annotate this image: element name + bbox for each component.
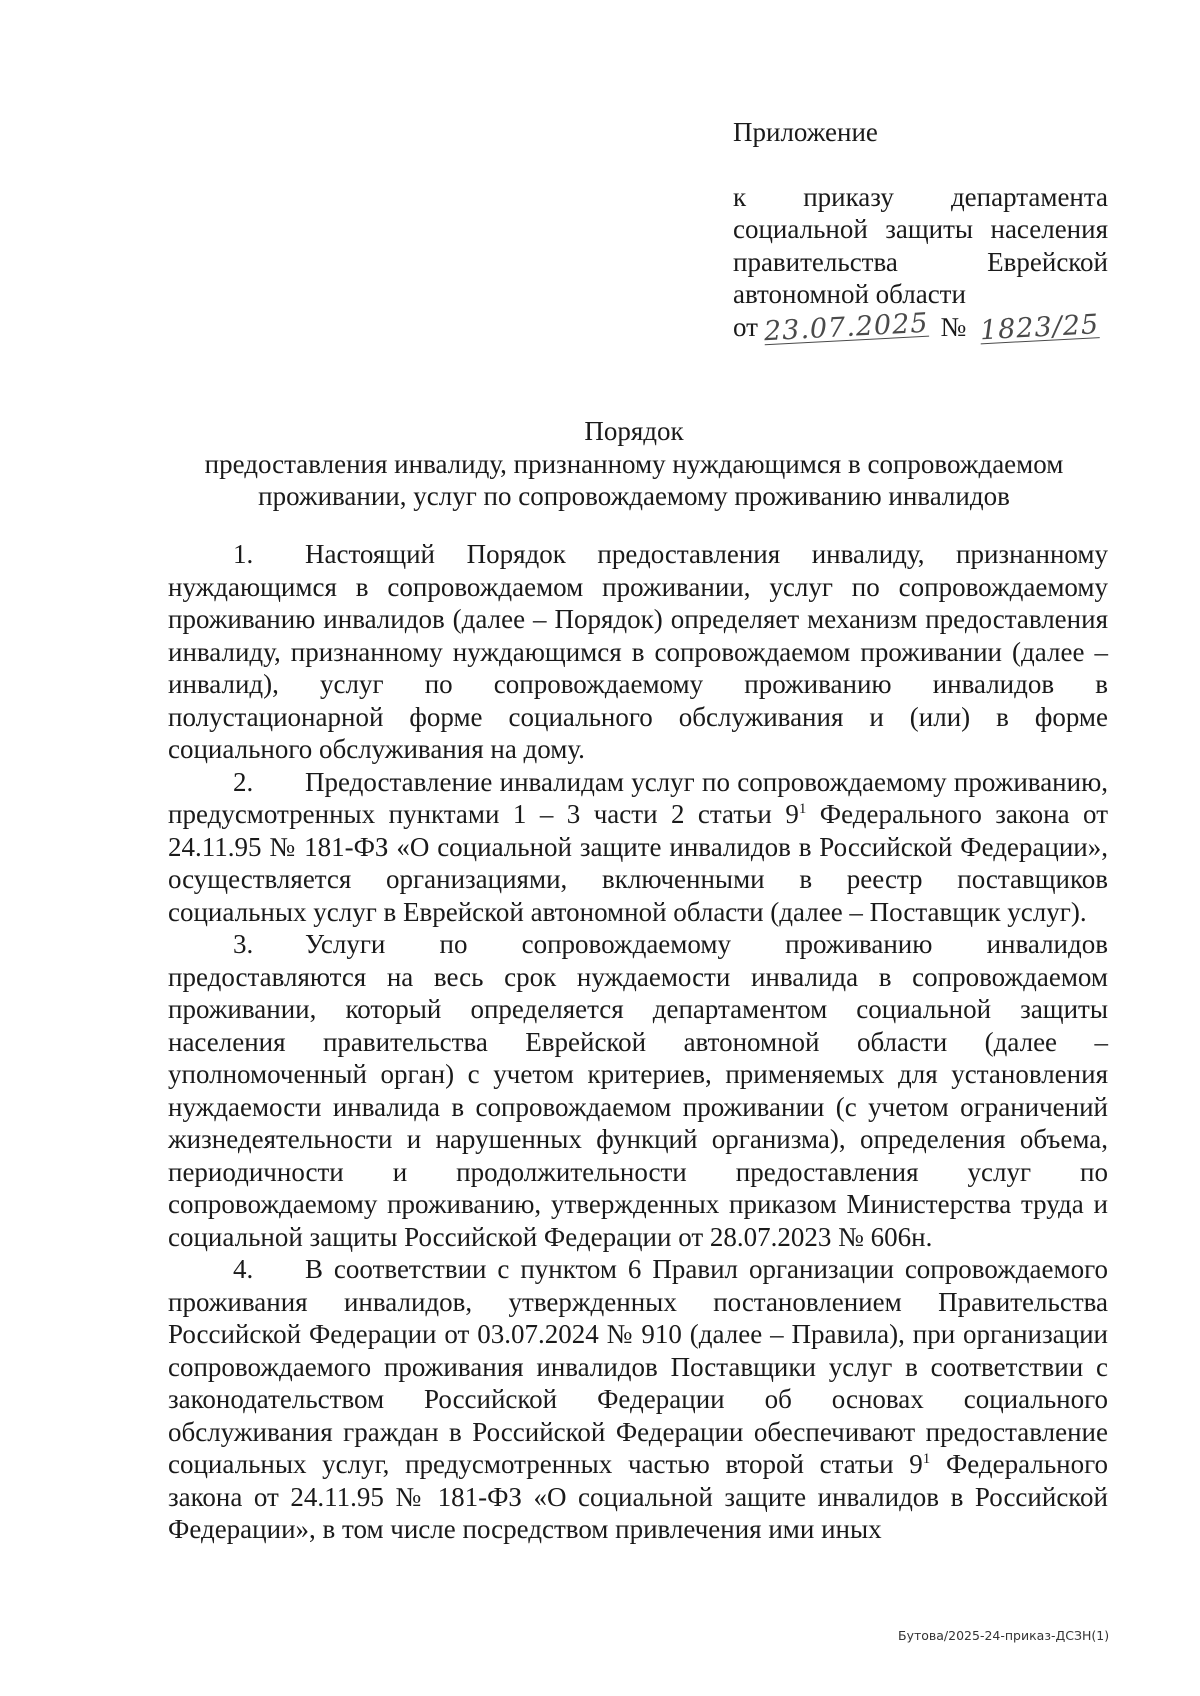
paragraph-number: 2. [233,766,254,797]
paragraph-number: 4. [233,1254,254,1284]
paragraph-text: Настоящий Порядок предоставления инвалиду, признанному нуждающимся в сопровождаемом проживании, услуг по сопровождаемому проживанию инвалидов (далее – Порядок) определяет механизм предоставления инвалиду, признанному нуждающимся в сопровождаемом проживании (далее – инвалид), услуг по сопровождаемому проживанию инвалидов в полустационарной форме социального обслуживания и (или) в форме социального обслуживания на дому. [168,539,1108,764]
paragraph-text: Услуги по сопровождаемому проживанию инвалидов предоставляются на весь срок нуждаемости инвалида в сопровождаемом проживании, который определяется департаментом социальной защиты населения правительства Еврейской автономной области (далее – уполномоченный орган) с учетом критериев, применяемых для установления нуждаемости инвалида в сопровождаемом проживании (с учетом ограничений жизнедеятельности и нарушенных функций организма), определения объема, периодичности и продолжительности предоставления услуг по сопровождаемому проживанию, утвержденных приказом Министерства труда и социальной защиты Российской Федерации от 28.07.2023 № 606н. [168,929,1108,1252]
appendix-line: правительства Еврейской [733,246,1108,277]
document-body [168,538,1108,1546]
appendix-line: автономной области [733,279,966,309]
superscript: 1 [922,1451,931,1467]
paragraph-3 [168,928,1108,1253]
paragraph-number: 3. [233,929,254,959]
number-sign: № [940,311,967,342]
paragraph-4 [168,1253,1108,1546]
paragraph-text: В соответствии с пунктом 6 Правил организации сопровождаемого проживания инвалидов, утвержденных постановлением Правительства Российской Федерации от 03.07.2024 № 910 (далее – Правила), при организации сопровождаемого проживания инвалидов Поставщики услуг в соответствии с законодательством Российской Федерации об основах социального обслуживания граждан в Российской Федерации обеспечивают предоставление социальных услуг, предусмотренных частью второй статьи 9 [168,1254,1108,1479]
paragraph-text: Предоставление инвалидам услуг по сопровождаемому проживанию, предусмотренных пунктами 1 – 3 части 2 статьи 9 [168,766,1108,829]
order-date-number-row [733,307,1108,347]
appendix-block [733,116,1108,347]
appendix-line: к приказу департамента [733,181,1108,212]
document-heading: Порядок [584,416,684,446]
document-subtitle-line: предоставления инвалиду, признанному нуждающимся в сопровождаемом [204,448,1064,479]
handwritten-date: 23.07.2025 [763,307,930,347]
paragraph-1 [168,538,1108,766]
appendix-line: социальной защиты населения [733,214,1108,244]
appendix-title: Приложение [733,117,878,147]
superscript: 1 [798,801,807,817]
paragraph-number: 1. [233,539,254,569]
paragraph-text: Федерального закона от 24.11.95 № 181-ФЗ «О социальной защите инвалидов в Российской Федерации», в том числе посредством привлечения ими иных [168,1449,1109,1544]
date-prefix: от [733,311,758,342]
handwritten-order-number: 1823/25 [979,308,1101,346]
paragraph-2 [168,766,1108,929]
document-subtitle-line: проживании, услуг по сопровождаемому проживанию инвалидов [258,481,1010,511]
paragraph-text: Федерального закона от 24.11.95 № 181-ФЗ «О социальной защите инвалидов в Российской Федерации», осуществляется организациями, включенными в реестр поставщиков социальных услуг в Еврейской автономной области (далее – Поставщик услуг). [168,799,1109,927]
footer-file-label: Бутова/2025-24-приказ-ДСЗН(1) [898,1628,1110,1643]
document-title-block [160,415,1108,513]
